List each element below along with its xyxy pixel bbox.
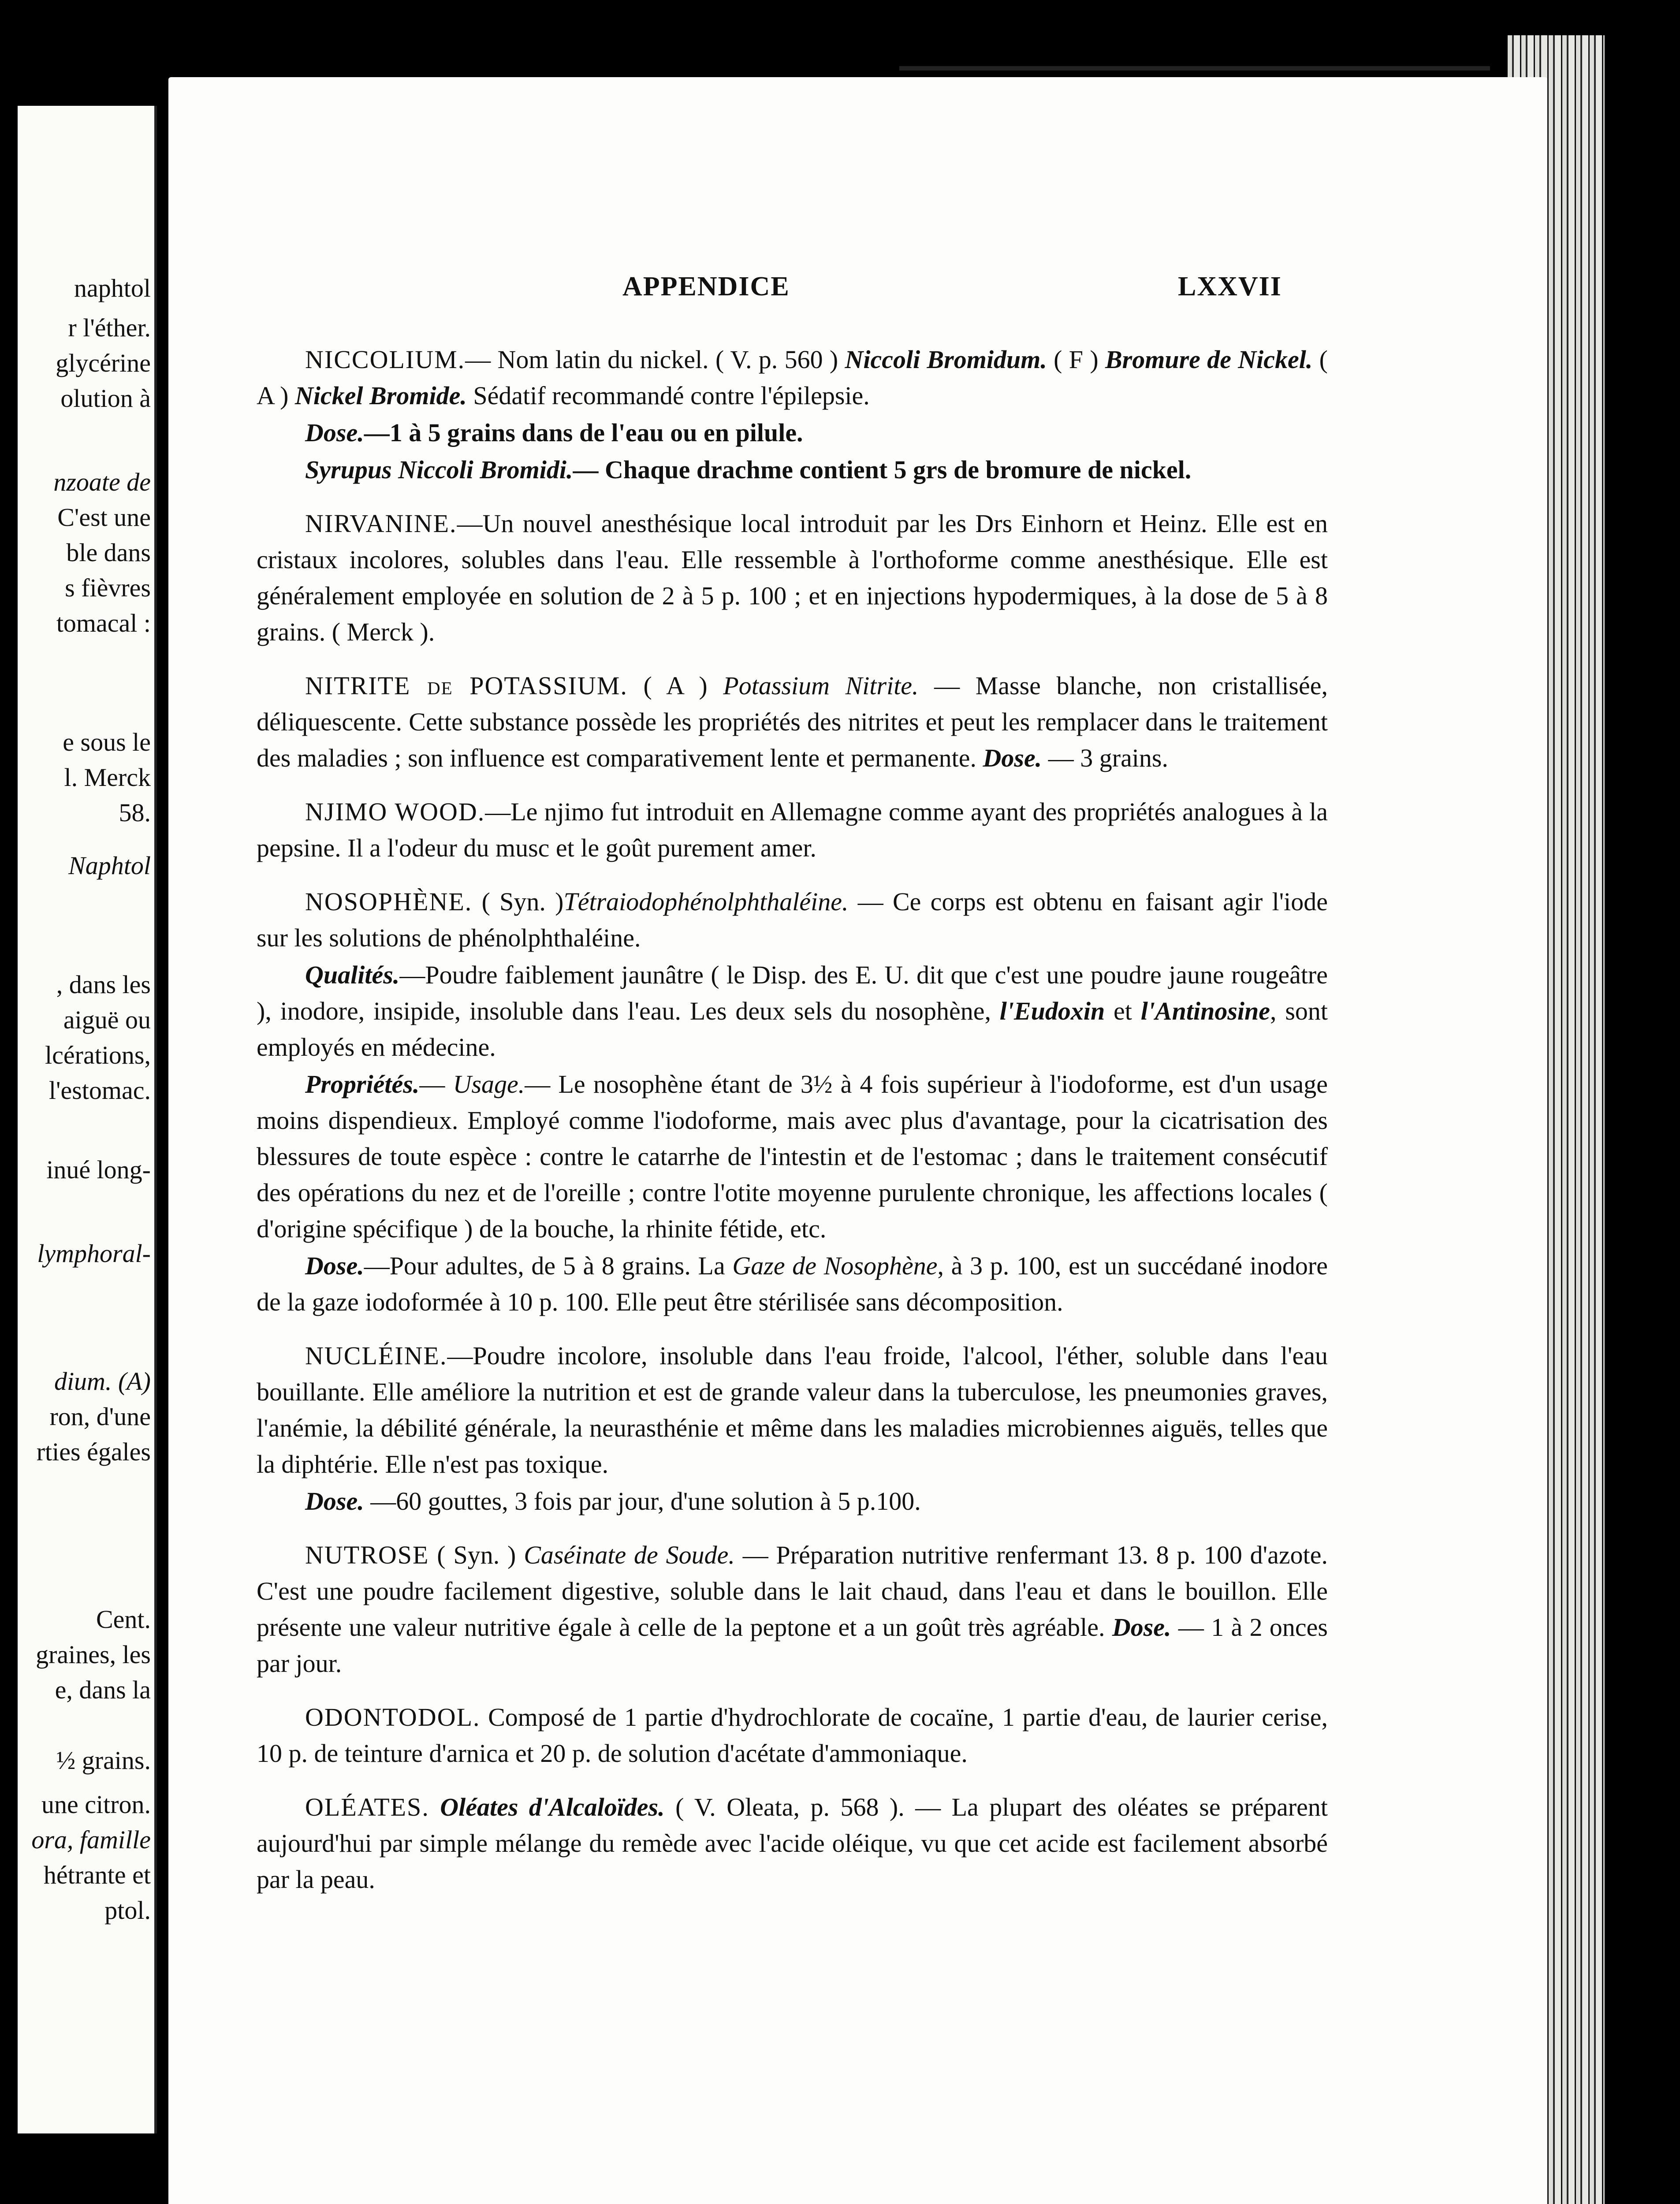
dictionary-entry: [257, 1789, 1328, 1898]
entry-paragraph: [257, 1248, 1328, 1320]
text-run: —Poudre faiblement jaunâtre ( le Disp. des E. U. dit que c'est une poudre jaune rougeâtre ), inodore, insipide, insoluble dans l'eau. Les deux sels du nosophène,: [257, 961, 1328, 1025]
text-run: — Préparation nutritive renfermant 13. 8 p. 100 d'azote. C'est une poudre facilement digestive, soluble dans le lait chaud, dans l'eau et dans le bouillon. Elle présente une valeur nutritive égale à celle de la peptone et a un goût très agréable.: [257, 1541, 1328, 1642]
page-body: [257, 342, 1328, 1915]
entry-headword: NITRITE de POTASSIUM.: [305, 671, 628, 700]
text-run: l'Eudoxin: [999, 997, 1105, 1025]
text-run: — Nom latin du nickel. ( V. p. 560 ): [465, 345, 845, 374]
text-run: — 1 à 2 onces par jour.: [257, 1613, 1328, 1678]
text-run: —Le njimo fut introduit en Allemagne comme ayant des propriétés analogues à la pepsine. Il a l'odeur du musc et le goût purement amer.: [257, 797, 1328, 862]
facing-page-line: 58.: [119, 798, 151, 827]
text-run: ( Syn. ): [429, 1541, 524, 1569]
facing-page-line: l'estomac.: [48, 1076, 151, 1105]
dictionary-entry: [257, 794, 1328, 866]
text-run: ( A ): [627, 671, 723, 700]
facing-page-line: e sous le: [63, 728, 151, 756]
entry-paragraph: [257, 794, 1328, 866]
facing-page-line: naphtol: [74, 274, 151, 302]
facing-page-line: olution à: [60, 384, 151, 413]
text-run: — 3 grains.: [1042, 744, 1168, 772]
facing-page-line: graines, les: [36, 1640, 151, 1669]
text-run: — Ce corps est obtenu en faisant agir l'iode sur les solutions de phénolphthaléine.: [257, 887, 1328, 952]
text-run: —60 gouttes, 3 fois par jour, d'une solution à 5 p.100.: [364, 1487, 921, 1515]
entry-paragraph: [257, 506, 1328, 650]
facing-page-line: ptol.: [104, 1896, 151, 1925]
entry-headword: OLÉATES.: [305, 1793, 429, 1821]
facing-page-line: rties égales: [36, 1437, 151, 1466]
facing-page-line: aiguë ou: [63, 1005, 151, 1034]
text-run: , sont employés en médecine.: [257, 997, 1328, 1061]
facing-page-line: lcérations,: [45, 1041, 151, 1069]
text-run: — Chaque drachme contient 5 grs de bromure de nickel.: [573, 455, 1192, 484]
text-run: [429, 1793, 440, 1821]
entry-headword: NIRVANINE.: [305, 509, 457, 538]
facing-page-line: tomacal :: [56, 609, 151, 637]
dictionary-entry: [257, 668, 1328, 776]
text-run: —Pour adultes, de 5 à 8 grains. La: [364, 1251, 733, 1280]
facing-page-line: ron, d'une: [49, 1402, 151, 1431]
text-run: —Un nouvel anesthésique local introduit par les Drs Einhorn et Heinz. Elle est en cristaux incolores, solubles dans l'eau. Elle ressemble à l'orthoforme comme anesthésique. Elle est généralement employée en solution de 2 à 5 p. 100 ; et en injections hypodermiques, à la dose de 5 à 8 grains. ( Merck ).: [257, 509, 1328, 646]
facing-page-line: Naphtol: [68, 851, 151, 880]
text-run: —1 à 5 grains dans de l'eau ou en pilule.: [364, 418, 803, 447]
book-page: [168, 77, 1547, 2204]
text-run: Tétraiodophénolphthaléine.: [563, 887, 849, 916]
text-run: Oléates d'Alcaloïdes.: [440, 1793, 665, 1821]
entry-paragraph: [257, 1789, 1328, 1898]
text-run: , à 3 p. 100, est un succédané inodore de la gaze iodoformée à 10 p. 100. Elle peut être stérilisée sans décomposition.: [257, 1251, 1328, 1316]
entry-paragraph: [257, 668, 1328, 776]
text-run: — Masse blanche, non cristallisée, déliquescente. Cette substance possède les propriétés des nitrites et peut les remplacer dans le traitement des maladies ; son influence est comparativement lente et permanente.: [257, 671, 1328, 772]
text-run: —Poudre incolore, insoluble dans l'eau froide, l'alcool, l'éther, soluble dans l'eau bouillante. Elle améliore la nutrition et est de grande valeur dans la tuberculose, les pneumonies graves, l'anémie, la débilité générale, la neurasthénie et même dans les maladies microbiennes aiguës, telles que la diphtérie. Elle n'est pas toxique.: [257, 1341, 1328, 1478]
text-run: Nickel Bromide.: [295, 381, 467, 410]
dictionary-entry: [257, 1537, 1328, 1682]
text-run: Dose.: [1112, 1613, 1171, 1642]
text-run: Usage.: [453, 1070, 525, 1098]
entry-headword: NJIMO WOOD.: [305, 797, 485, 826]
dictionary-entry: [257, 884, 1328, 1320]
dictionary-entry: [257, 506, 1328, 650]
text-run: Gaze de Nosophène: [732, 1251, 938, 1280]
facing-page-line: ora, famille: [31, 1825, 151, 1854]
text-run: l'Antinosine: [1140, 997, 1270, 1025]
text-run: Syrupus Niccoli Bromidi.: [305, 455, 573, 484]
entry-paragraph: [257, 884, 1328, 956]
entry-paragraph: [257, 1537, 1328, 1682]
entry-paragraph: [257, 1699, 1328, 1772]
text-run: Dose.: [305, 418, 364, 447]
entry-headword: NICCOLIUM.: [305, 345, 466, 374]
text-run: Composé de 1 partie d'hydrochlorate de cocaïne, 1 partie d'eau, de laurier cerise, 10 p. de teinture d'arnica et 20 p. de solution d'acétate d'ammoniaque.: [257, 1703, 1328, 1768]
facing-page-line: hétrante et: [43, 1861, 151, 1889]
facing-page-strip: [18, 106, 157, 2133]
facing-page-line: C'est une: [57, 503, 151, 532]
text-run: Niccoli Bromidum.: [845, 345, 1047, 374]
facing-page-line: ble dans: [66, 538, 151, 567]
facing-page-line: ½ grains.: [56, 1746, 151, 1775]
page-title: APPENDICE: [622, 272, 790, 302]
text-run: Propriétés.: [305, 1070, 420, 1098]
facing-page-line: Cent.: [96, 1605, 151, 1634]
entry-headword: ODONTODOL.: [305, 1703, 481, 1731]
entry-headword: NUTROSE: [305, 1541, 429, 1569]
dictionary-entry: [257, 1338, 1328, 1519]
facing-page-line: e, dans la: [55, 1675, 151, 1704]
facing-page-line: inué long-: [46, 1155, 151, 1184]
text-run: ( A ): [257, 345, 1328, 410]
entry-paragraph: [257, 1338, 1328, 1482]
entry-paragraph: [257, 415, 1328, 451]
text-run: Dose.: [305, 1251, 364, 1280]
text-run: — Le nosophène étant de 3½ à 4 fois supérieur à l'iodoforme, est d'un usage moins dispendieux. Employé comme l'iodoforme, mais avec plus d'avantage, pour la cicatrisation des blessures de toute espèce : contre le catarrhe de l'intestin et de l'estomac ; dans le traitement consécutif des opérations du nez et de l'oreille ; contre l'otite moyenne purulente chronique, les affections locales ( d'origine spécifique ) de la bouche, la rhinite fétide, etc.: [257, 1070, 1328, 1243]
top-rule: [899, 66, 1490, 71]
facing-page-line: l. Merck: [64, 763, 151, 792]
entry-paragraph: [257, 1066, 1328, 1247]
facing-page-line: , dans les: [56, 970, 151, 999]
dictionary-entry: [257, 1699, 1328, 1772]
scan-border: [1605, 0, 1680, 2204]
text-run: Sédatif recommandé contre l'épilepsie.: [466, 381, 870, 410]
entry-paragraph: [257, 957, 1328, 1065]
text-run: Potassium Nitrite.: [723, 671, 919, 700]
facing-page-line: glycérine: [56, 349, 151, 377]
entry-paragraph: [257, 342, 1328, 414]
text-run: Dose.: [305, 1487, 364, 1515]
text-run: ( F ): [1047, 345, 1105, 374]
text-run: —: [419, 1070, 453, 1098]
entry-paragraph: [257, 1483, 1328, 1519]
page-number: LXXVII: [1178, 272, 1282, 302]
text-run: Bromure de Nickel.: [1105, 345, 1313, 374]
entry-headword: NUCLÉINE.: [305, 1341, 447, 1370]
text-run: Caséinate de Soude.: [524, 1541, 735, 1569]
facing-page-line: lymphoral-: [37, 1239, 151, 1268]
text-run: et: [1105, 997, 1141, 1025]
facing-page-line: s fièvres: [65, 573, 151, 602]
facing-page-line: r l'éther.: [68, 313, 151, 342]
text-run: ( V. Oleata, p. 568 ). — La plupart des oléates se préparent aujourd'hui par simple mélange du remède avec l'acide oléique, vu que cet acide est facilement absorbé par la peau.: [257, 1793, 1328, 1894]
text-run: Dose.: [983, 744, 1042, 772]
text-run: ( Syn. ): [472, 887, 564, 916]
dictionary-entry: [257, 342, 1328, 488]
facing-page-line: une citron.: [41, 1790, 151, 1819]
facing-page-line: nzoate de: [53, 468, 151, 496]
entry-paragraph: [257, 452, 1328, 488]
text-run: Qualités.: [305, 961, 400, 989]
entry-headword: NOSOPHÈNE.: [305, 887, 473, 916]
facing-page-line: dium. (A): [54, 1367, 151, 1396]
